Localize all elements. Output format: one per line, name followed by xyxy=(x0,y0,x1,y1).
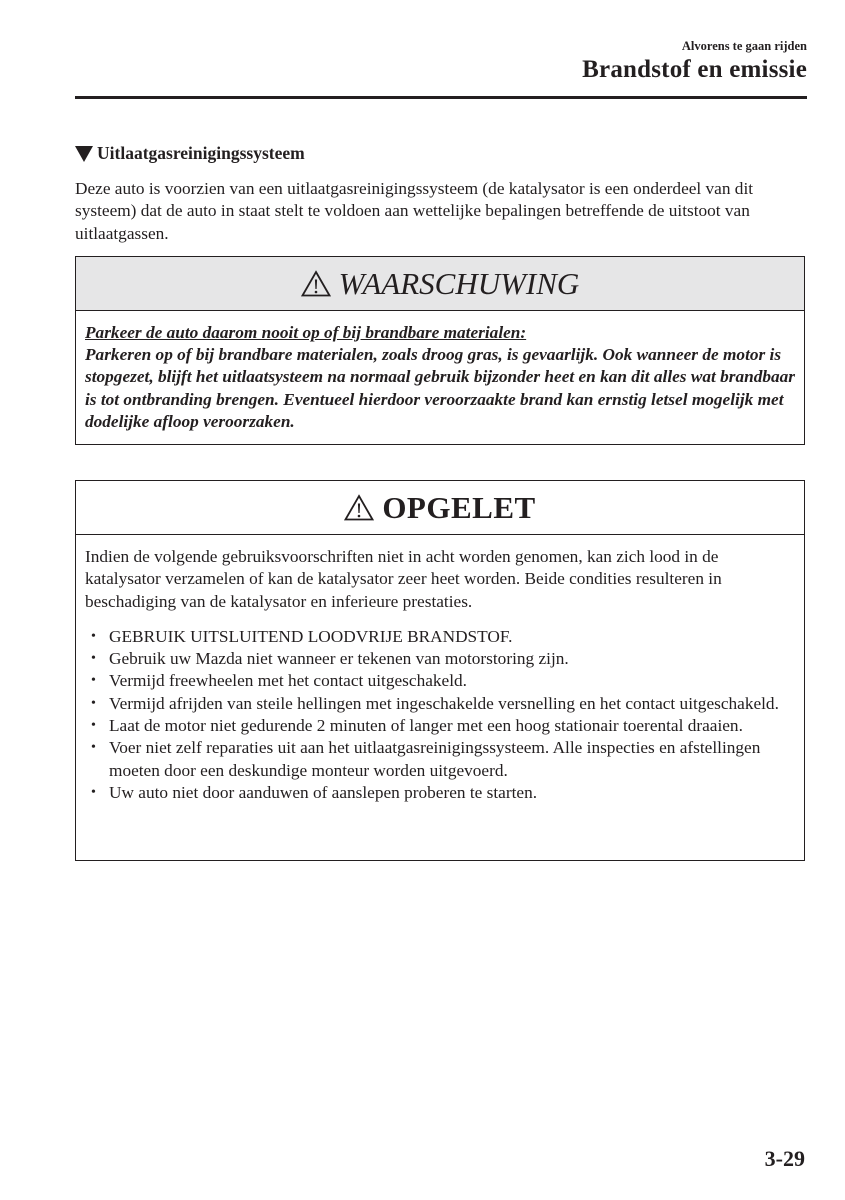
list-item: • Uw auto niet door aanduwen of aanslepen proberen te starten. xyxy=(85,782,796,804)
warning-box xyxy=(75,256,805,445)
list-item: • Voer niet zelf reparaties uit aan het uitlaatgasreinigingssysteem. Alle inspecties en afstellingen moeten door een deskundige monteur worden uitgevoerd. xyxy=(85,737,796,782)
subsection-heading xyxy=(75,143,807,164)
warning-lead: Parkeer de auto daarom nooit op of bij brandbare materialen: xyxy=(85,323,527,342)
warning-label: WAARSCHUWING xyxy=(338,265,580,301)
triangle-down-icon xyxy=(75,146,93,162)
subsection-title: Uitlaatgasreinigingssysteem xyxy=(97,143,305,163)
warning-header xyxy=(76,257,804,311)
warning-body xyxy=(76,311,804,433)
caution-list xyxy=(85,626,796,804)
warning-triangle-icon xyxy=(301,270,331,297)
list-item: • Vermijd afrijden van steile hellingen met ingeschakelde versnelling en het contact uitgeschakeld. xyxy=(85,693,796,715)
chapter-title: Alvorens te gaan rijden xyxy=(681,39,807,53)
warning-triangle-icon xyxy=(344,494,374,521)
warning-text: Parkeren op of bij brandbare materialen, zoals droog gras, is gevaarlijk. Ook wanneer de motor is stopgezet, blijft het uitlaatsysteem na normaal gebruik bijzonder heet en kan dit alles wat brandbaar is tot ontbranding brengen. Eventueel hierdoor veroorzaakte brand kan ernstig letsel mogelijk met dodelijke afloop veroorzaken. xyxy=(85,345,796,431)
list-item: • GEBRUIK UITSLUITEND LOODVRIJE BRANDSTOF. xyxy=(85,626,796,648)
caution-header xyxy=(76,481,804,535)
page-number: 3-29 xyxy=(764,1146,805,1171)
list-item: • Laat de motor niet gedurende 2 minuten of langer met een hoog stationair toerental draaien. xyxy=(85,715,796,737)
intro-paragraph: Deze auto is voorzien van een uitlaatgasreinigingssysteem (de katalysator is een onderdeel van dit systeem) dat de auto in staat stelt te voldoen aan wettelijke bepalingen betreffende de uitstoot van uitlaatgassen. xyxy=(75,179,754,243)
header-rule xyxy=(75,96,807,99)
list-item: • Vermijd freewheelen met het contact uitgeschakeld. xyxy=(85,670,796,692)
caution-intro: Indien de volgende gebruiksvoorschriften niet in acht worden genomen, kan zich lood in de katalysator verzamelen of kan de katalysator zeer heet worden. Beide condities resulteren in beschadiging van de katalysator en inferieure prestaties. xyxy=(85,547,722,611)
list-item: • Gebruik uw Mazda niet wanneer er tekenen van motorstoring zijn. xyxy=(85,648,796,670)
section-title: Brandstof en emissie xyxy=(582,56,807,83)
caution-label: OPGELET xyxy=(382,489,536,525)
caution-box xyxy=(75,480,805,861)
caution-body xyxy=(76,535,804,804)
